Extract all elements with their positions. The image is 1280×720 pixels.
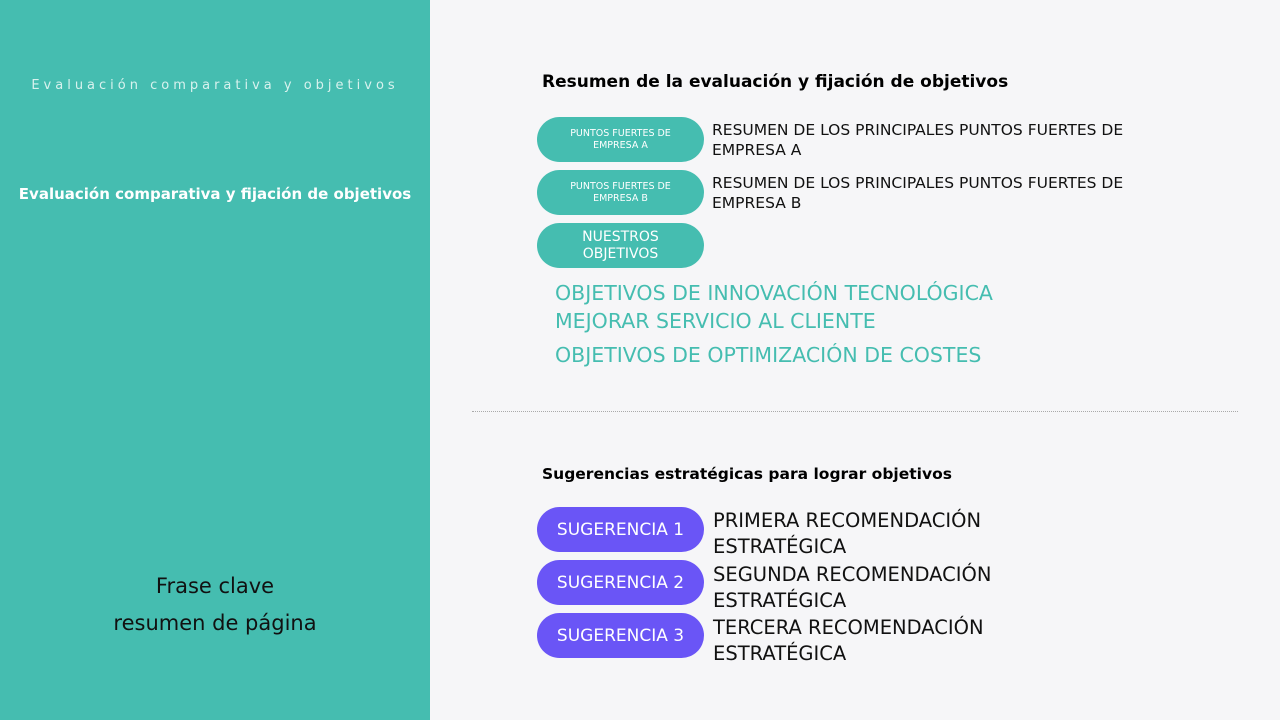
goal-item: MEJORAR SERVICIO AL CLIENTE	[555, 309, 876, 333]
strength-a-text: RESUMEN DE LOS PRINCIPALES PUNTOS FUERTES DE EMPRESA A	[712, 121, 1124, 159]
suggestion-2-text: SEGUNDA RECOMENDACIÓN ESTRATÉGICA	[713, 563, 992, 612]
suggestion-2-pill: SUGERENCIA 2	[537, 560, 704, 605]
strength-a-pill: PUNTOS FUERTES DE EMPRESA A	[537, 117, 704, 162]
section-title: Evaluación comparativa y fijación de objetivos	[18, 185, 412, 203]
goal-item: OBJETIVOS DE OPTIMIZACIÓN DE COSTES	[555, 343, 982, 367]
goals-pill: NUESTROS OBJETIVOS	[537, 223, 704, 268]
sidebar-subtitle: Evaluación comparativa y objetivos	[31, 78, 399, 93]
key-phrase	[0, 568, 430, 642]
goal-item: OBJETIVOS DE INNOVACIÓN TECNOLÓGICA	[555, 281, 993, 305]
strength-b-text: RESUMEN DE LOS PRINCIPALES PUNTOS FUERTES DE EMPRESA B	[712, 174, 1124, 212]
summary-title: Resumen de la evaluación y fijación de objetivos	[542, 72, 1009, 92]
key-phrase-line-2: resumen de página	[113, 611, 317, 635]
suggestion-1-text: PRIMERA RECOMENDACIÓN ESTRATÉGICA	[713, 509, 982, 558]
key-phrase-line-1: Frase clave	[155, 574, 275, 598]
sidebar	[0, 0, 430, 720]
strength-b-pill: PUNTOS FUERTES DE EMPRESA B	[537, 170, 704, 215]
suggestion-3-text: TERCERA RECOMENDACIÓN ESTRATÉGICA	[713, 616, 984, 665]
divider	[472, 411, 1238, 412]
strategy-title: Sugerencias estratégicas para lograr objetivos	[542, 465, 952, 483]
suggestion-1-pill: SUGERENCIA 1	[537, 507, 704, 552]
suggestion-3-pill: SUGERENCIA 3	[537, 613, 704, 658]
